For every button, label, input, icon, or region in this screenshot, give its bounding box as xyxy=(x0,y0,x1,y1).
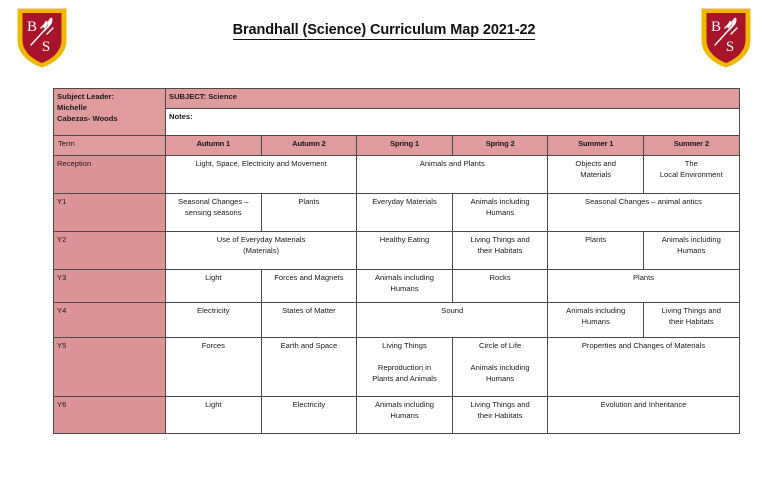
topic-cell[interactable] xyxy=(452,270,548,303)
topic-line: Plants xyxy=(298,197,320,206)
curriculum-row-y4 xyxy=(54,303,740,338)
topic-cell[interactable] xyxy=(261,303,357,338)
year-label-y4: Y4 xyxy=(54,303,166,338)
school-shield-logo-right xyxy=(698,6,754,70)
topic-cell[interactable] xyxy=(357,303,548,338)
topic-cell[interactable] xyxy=(166,232,357,270)
topic-line: Earth and Space xyxy=(280,341,338,350)
topic-line: Circle of Life xyxy=(478,341,522,350)
meta-row-subject xyxy=(54,89,740,109)
topic-cell[interactable] xyxy=(166,194,262,232)
topic-line: their Habitats xyxy=(477,411,523,420)
topic-cell[interactable] xyxy=(548,303,644,338)
topic-cell[interactable] xyxy=(261,270,357,303)
topic-line: Evolution and Inheritance xyxy=(600,400,687,409)
topic-line-spacer xyxy=(456,351,545,362)
year-label-y5: Y5 xyxy=(54,338,166,397)
topic-line: Animals including xyxy=(374,400,435,409)
year-label-y2: Y2 xyxy=(54,232,166,270)
svg-text:S: S xyxy=(41,39,51,55)
topic-cell[interactable] xyxy=(166,270,262,303)
topic-cell[interactable] xyxy=(357,270,453,303)
topic-line: Living Things and xyxy=(661,306,721,315)
topic-cell[interactable] xyxy=(357,194,453,232)
topic-line: Light xyxy=(205,400,222,409)
subject-leader-cell xyxy=(54,89,166,136)
topic-line: Humans xyxy=(390,284,419,293)
column-header-autumn-1: Autumn 1 xyxy=(166,136,262,156)
year-label-y1: Y1 xyxy=(54,194,166,232)
subject-leader-name-line2: Cabezas- Woods xyxy=(57,114,118,123)
subject-leader-label: Subject Leader: xyxy=(57,92,114,101)
topic-cell[interactable] xyxy=(166,303,262,338)
topic-line: Reproduction in xyxy=(377,363,432,372)
topic-cell[interactable] xyxy=(643,156,739,194)
topic-line: their Habitats xyxy=(477,246,523,255)
topic-line: Healthy Eating xyxy=(379,235,430,244)
year-label-y6: Y6 xyxy=(54,397,166,434)
topic-line: Animals including xyxy=(470,197,530,206)
curriculum-map-body xyxy=(54,89,740,434)
page-title xyxy=(0,22,768,38)
curriculum-row-reception xyxy=(54,156,740,194)
topic-cell[interactable] xyxy=(548,270,739,303)
notes-label: Notes: xyxy=(169,112,193,121)
topic-cell[interactable] xyxy=(548,338,739,397)
topic-line: Humans xyxy=(390,411,419,420)
column-header-summer-1: Summer 1 xyxy=(548,136,644,156)
topic-line: Forces xyxy=(201,341,225,350)
topic-cell[interactable] xyxy=(643,303,739,338)
topic-line: Rocks xyxy=(489,273,511,282)
topic-line: States of Matter xyxy=(282,306,336,315)
topic-cell[interactable] xyxy=(357,397,453,434)
topic-cell[interactable] xyxy=(261,397,357,434)
column-header-term: Term xyxy=(54,136,166,156)
topic-line: Humans xyxy=(581,317,610,326)
topic-cell[interactable] xyxy=(548,156,644,194)
topic-line: Objects and xyxy=(575,159,616,168)
page-title-text: Brandhall (Science) Curriculum Map 2021-22 xyxy=(232,22,536,38)
topic-line: Animals and Plants xyxy=(419,159,485,168)
topic-cell[interactable] xyxy=(357,232,453,270)
notes-cell[interactable] xyxy=(166,109,740,136)
topic-cell[interactable] xyxy=(261,194,357,232)
column-header-spring-2: Spring 2 xyxy=(452,136,548,156)
topic-line: Humans xyxy=(677,246,706,255)
topic-line: Animals including xyxy=(566,306,626,315)
curriculum-map-table-wrapper xyxy=(53,88,739,434)
topic-cell[interactable] xyxy=(452,232,548,270)
topic-line: Electricity xyxy=(197,306,230,315)
page-header xyxy=(0,0,768,80)
topic-line: Animals including xyxy=(661,235,721,244)
topic-line: Living Things and xyxy=(470,400,530,409)
topic-line: Humans xyxy=(485,208,515,217)
svg-text:S: S xyxy=(725,39,735,55)
topic-cell[interactable] xyxy=(548,397,739,434)
topic-line: their Habitats xyxy=(668,317,714,326)
topic-line: Light, Space, Electricity and Movement xyxy=(195,159,327,168)
topic-cell[interactable] xyxy=(357,338,453,397)
column-header-autumn-2: Autumn 2 xyxy=(261,136,357,156)
curriculum-map-table xyxy=(53,88,740,434)
topic-line: Everyday Materials xyxy=(372,197,437,206)
topic-line: The xyxy=(684,159,698,168)
topic-line: Humans xyxy=(485,374,515,383)
curriculum-row-y2 xyxy=(54,232,740,270)
topic-cell[interactable] xyxy=(357,156,548,194)
svg-text:B: B xyxy=(710,19,722,35)
topic-line: Sound xyxy=(441,306,464,315)
topic-cell[interactable] xyxy=(548,232,644,270)
topic-line: Materials xyxy=(580,170,612,179)
topic-line: Forces and Magnets xyxy=(274,273,344,282)
column-header-row xyxy=(54,136,740,156)
topic-cell[interactable] xyxy=(452,338,548,397)
topic-line: Animals including xyxy=(470,363,530,372)
topic-line: Local Environment xyxy=(659,170,723,179)
topic-line: Properties and Changes of Materials xyxy=(581,341,706,350)
topic-cell[interactable] xyxy=(452,397,548,434)
topic-line: Seasonal Changes – xyxy=(178,197,249,206)
year-label-reception: Reception xyxy=(54,156,166,194)
subject-cell: SUBJECT: Science xyxy=(166,89,740,109)
topic-line: Light xyxy=(205,273,222,282)
topic-line: Living Things xyxy=(382,341,427,350)
school-shield-logo-left xyxy=(14,6,70,70)
topic-cell[interactable] xyxy=(452,194,548,232)
year-label-y3: Y3 xyxy=(54,270,166,303)
topic-cell[interactable] xyxy=(548,194,739,232)
svg-text:B: B xyxy=(26,19,38,35)
subject-leader-name-line1: Michelle xyxy=(57,103,87,112)
curriculum-row-y3 xyxy=(54,270,740,303)
curriculum-row-y6 xyxy=(54,397,740,434)
topic-line: Use of Everyday Materials xyxy=(216,235,306,244)
topic-line-spacer xyxy=(360,351,449,362)
topic-cell[interactable] xyxy=(166,156,357,194)
topic-line: Animals including xyxy=(374,273,435,282)
topic-line: Plants and Animals xyxy=(372,374,437,383)
topic-line: Plants xyxy=(585,235,607,244)
column-header-spring-1: Spring 1 xyxy=(357,136,453,156)
topic-line: Seasonal Changes – animal antics xyxy=(585,197,702,206)
topic-line: Living Things and xyxy=(470,235,530,244)
column-header-summer-2: Summer 2 xyxy=(643,136,739,156)
topic-line: Electricity xyxy=(292,400,326,409)
topic-cell[interactable] xyxy=(166,338,262,397)
curriculum-row-y5 xyxy=(54,338,740,397)
topic-line: Plants xyxy=(632,273,655,282)
topic-line: (Materials) xyxy=(243,246,280,255)
curriculum-row-y1 xyxy=(54,194,740,232)
topic-cell[interactable] xyxy=(166,397,262,434)
topic-cell[interactable] xyxy=(261,338,357,397)
topic-cell[interactable] xyxy=(643,232,739,270)
topic-line: sensing seasons xyxy=(185,208,242,217)
